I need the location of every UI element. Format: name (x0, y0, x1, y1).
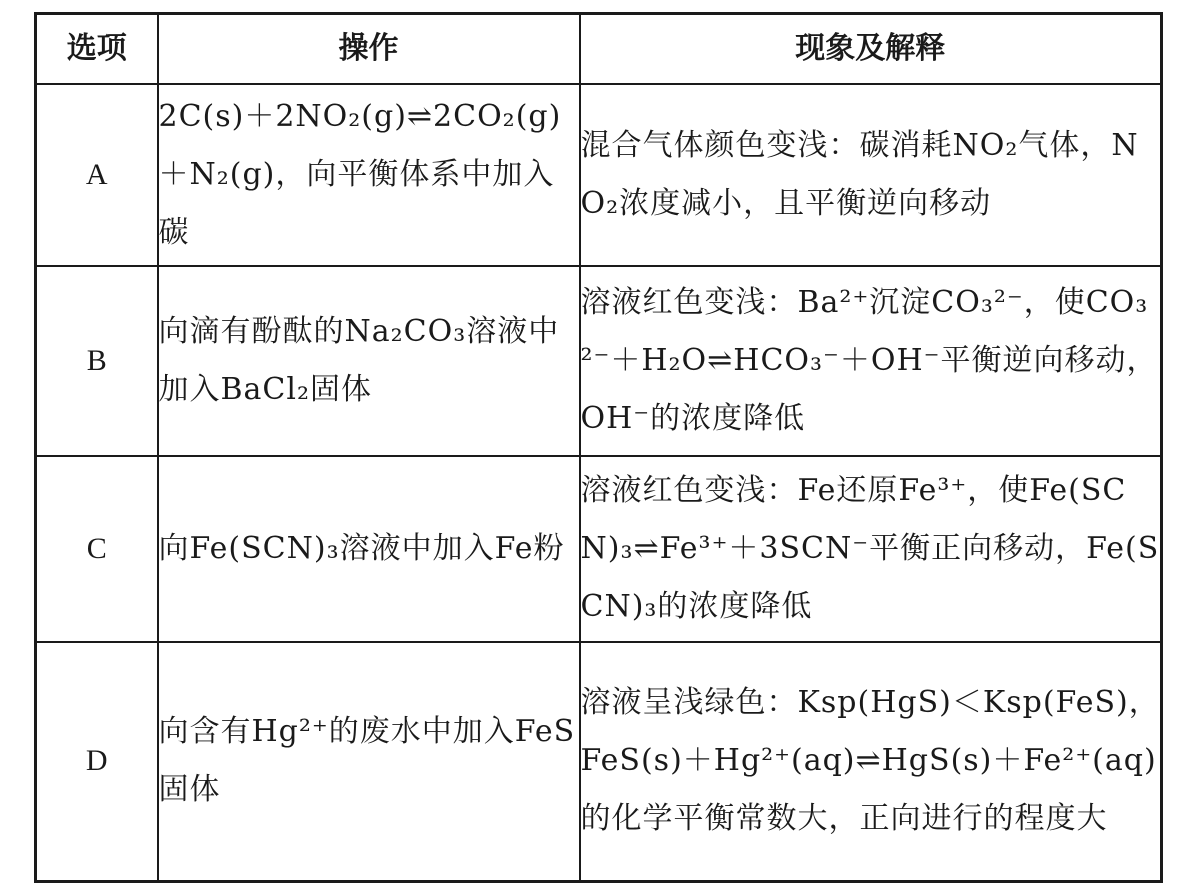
operation-cell: 2C(s)＋2NO₂(g)⇌2CO₂(g)＋N₂(g)，向平衡体系中加入碳 (158, 84, 580, 266)
table-row (36, 266, 1162, 456)
explanation-cell: 溶液红色变浅：Fe还原Fe³⁺，使Fe(SCN)₃⇌Fe³⁺＋3SCN⁻平衡正向移动，Fe(SCN)₃的浓度降低 (580, 456, 1162, 642)
header-operation: 操作 (158, 14, 580, 84)
options-table (34, 12, 1163, 883)
explanation-cell: 溶液红色变浅：Ba²⁺沉淀CO₃²⁻，使CO₃²⁻＋H₂O⇌HCO₃⁻＋OH⁻平衡逆向移动，OH⁻的浓度降低 (580, 266, 1162, 456)
option-label: C (36, 456, 158, 642)
operation-cell: 向Fe(SCN)₃溶液中加入Fe粉 (158, 456, 580, 642)
operation-cell: 向滴有酚酞的Na₂CO₃溶液中加入BaCl₂固体 (158, 266, 580, 456)
table-row (36, 642, 1162, 882)
explanation-cell: 混合气体颜色变浅：碳消耗NO₂气体，NO₂浓度减小，且平衡逆向移动 (580, 84, 1162, 266)
explanation-cell: 溶液呈浅绿色：Ksp(HgS)＜Ksp(FeS)，FeS(s)＋Hg²⁺(aq)⇌HgS(s)＋Fe²⁺(aq)的化学平衡常数大，正向进行的程度大 (580, 642, 1162, 882)
header-option: 选项 (36, 14, 158, 84)
header-explanation: 现象及解释 (580, 14, 1162, 84)
header-row (36, 14, 1162, 84)
operation-cell: 向含有Hg²⁺的废水中加入FeS固体 (158, 642, 580, 882)
option-label: A (36, 84, 158, 266)
option-label: D (36, 642, 158, 882)
option-label: B (36, 266, 158, 456)
table-row (36, 456, 1162, 642)
table-row (36, 84, 1162, 266)
